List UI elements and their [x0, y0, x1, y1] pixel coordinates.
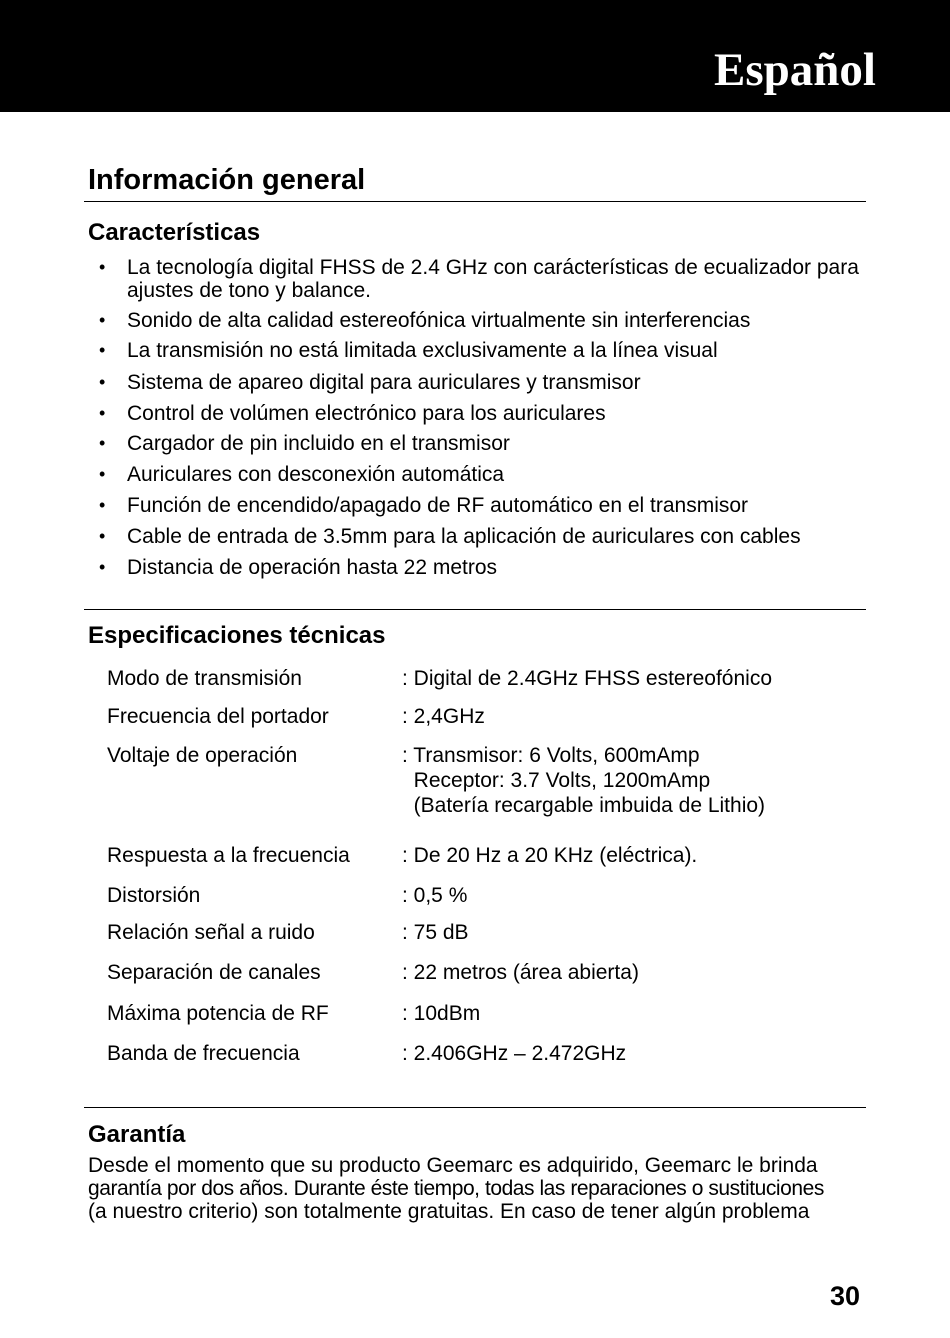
- spec-value: : Digital de 2.4GHz FHSS estereofónico: [402, 667, 773, 690]
- spec-label: Separación de canales: [107, 961, 321, 984]
- language-header-bar: [0, 0, 950, 112]
- specs-divider: [84, 609, 866, 610]
- list-item: • Cable de entrada de 3.5mm para la aplicación de auriculares con cables: [99, 525, 801, 548]
- list-item: • La transmisión no está limitada exclusivamente a la línea visual: [99, 339, 718, 362]
- bullet-icon: •: [99, 340, 106, 360]
- spec-value: : 2,4GHz: [402, 705, 485, 728]
- spec-label: Modo de transmisión: [107, 667, 302, 690]
- warranty-text: [88, 1154, 863, 1223]
- warranty-line: garantía por dos años. Durante éste tiempo, todas las reparaciones o sustituciones: [88, 1177, 824, 1200]
- bullet-icon: •: [99, 557, 106, 577]
- bullet-icon: •: [99, 526, 106, 546]
- spec-value: : 75 dB: [402, 921, 469, 944]
- spec-value: : 0,5 %: [402, 884, 468, 907]
- list-item: • Auriculares con desconexión automática: [99, 463, 505, 486]
- bullet-icon: •: [99, 257, 106, 277]
- list-item: • Control de volúmen electrónico para los auriculares: [99, 402, 606, 425]
- spec-value: : De 20 Hz a 20 KHz (eléctrica).: [402, 844, 698, 867]
- bullet-icon: •: [99, 495, 106, 515]
- list-item: • Sistema de apareo digital para auriculares y transmisor: [99, 371, 641, 394]
- spec-label: Relación señal a ruido: [107, 921, 315, 944]
- specs-title: Especificaciones técnicas: [88, 622, 386, 649]
- page-number: 30: [829, 1281, 860, 1311]
- list-item: • Cargador de pin incluido en el transmisor: [99, 432, 510, 455]
- spec-value: : 2.406GHz – 2.472GHz: [402, 1042, 627, 1065]
- spec-value: : Transmisor: 6 Volts, 600mAmp Receptor: 3.7 Volts, 1200mAmp (Batería recargable imbuida de Lithio): [402, 744, 766, 817]
- list-item: • La tecnología digital FHSS de 2.4 GHz con carácterísticas de ecualizador para ajustes de tono y balance.: [99, 256, 859, 302]
- list-item: • Sonido de alta calidad estereofónica virtualmente sin interferencias: [99, 309, 751, 332]
- warranty-divider: [84, 1107, 866, 1108]
- features-title: Características: [88, 219, 261, 246]
- spec-label: Distorsión: [107, 884, 201, 907]
- bullet-icon: •: [99, 310, 106, 330]
- spec-label: Máxima potencia de RF: [107, 1002, 329, 1025]
- spec-label: Frecuencia del portador: [107, 705, 329, 728]
- spec-label: Respuesta a la frecuencia: [107, 844, 350, 867]
- language-title: Español: [714, 44, 876, 96]
- spec-value: : 22 metros (área abierta): [402, 961, 639, 984]
- section-title: Información general: [88, 164, 366, 196]
- list-item: • Distancia de operación hasta 22 metros: [99, 556, 498, 579]
- list-item: • Función de encendido/apagado de RF automático en el transmisor: [99, 494, 749, 517]
- spec-label: Voltaje de operación: [107, 744, 298, 767]
- section-divider: [84, 201, 866, 202]
- warranty-line: Desde el momento que su producto Geemarc es adquirido, Geemarc le brinda: [88, 1154, 818, 1177]
- bullet-icon: •: [99, 464, 106, 484]
- bullet-icon: •: [99, 433, 106, 453]
- warranty-line: (a nuestro criterio) son totalmente gratuitas. En caso de tener algún problema: [88, 1200, 810, 1223]
- warranty-title: Garantía: [88, 1121, 186, 1148]
- spec-value: : 10dBm: [402, 1002, 481, 1025]
- bullet-icon: •: [99, 403, 106, 423]
- bullet-icon: •: [99, 372, 106, 392]
- spec-label: Banda de frecuencia: [107, 1042, 300, 1065]
